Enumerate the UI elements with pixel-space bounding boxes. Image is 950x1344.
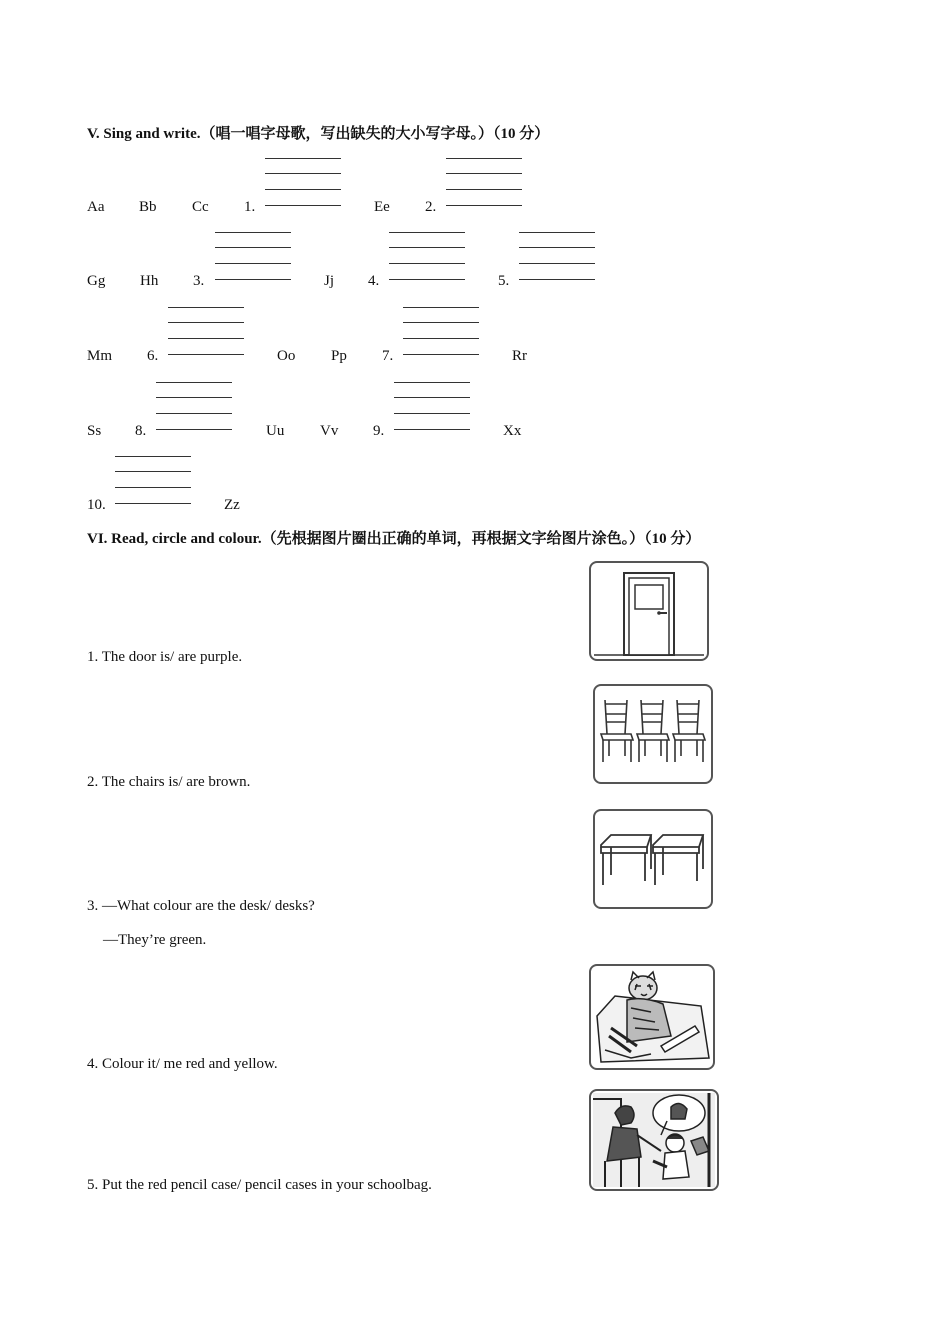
- door-picture: [589, 561, 709, 661]
- blank-number-6: 6.: [147, 348, 159, 364]
- question-3: 3. —What colour are the desk/ desks?: [87, 898, 315, 914]
- writing-lines-2[interactable]: [446, 158, 522, 205]
- question-2: 2. The chairs is/ are brown.: [87, 774, 251, 790]
- blank-number-10: 10.: [87, 497, 106, 513]
- letter-uu: Uu: [266, 423, 285, 439]
- writing-lines-8[interactable]: [156, 382, 232, 429]
- blank-number-7: 7.: [382, 348, 394, 364]
- question-4: 4. Colour it/ me red and yellow.: [87, 1056, 278, 1072]
- blank-number-3: 3.: [193, 273, 205, 289]
- writing-lines-6[interactable]: [168, 307, 244, 354]
- section-v-heading: V. Sing and write.（唱一唱字母歌，写出缺失的大小写字母。）（10 分）: [87, 126, 550, 142]
- writing-lines-4[interactable]: [389, 232, 465, 279]
- letter-rr: Rr: [512, 348, 527, 364]
- letter-pp: Pp: [331, 348, 347, 364]
- teacher-child-picture: [589, 1089, 719, 1191]
- letter-gg: Gg: [87, 273, 106, 289]
- letter-xx: Xx: [503, 423, 522, 439]
- blank-number-2: 2.: [425, 199, 437, 215]
- blank-number-9: 9.: [373, 423, 385, 439]
- writing-lines-3[interactable]: [215, 232, 291, 279]
- question-3-answer: —They’re green.: [103, 932, 207, 948]
- letter-jj: Jj: [324, 273, 335, 289]
- letter-ee: Ee: [374, 199, 390, 215]
- blank-number-5: 5.: [498, 273, 510, 289]
- letter-hh: Hh: [140, 273, 159, 289]
- blank-number-4: 4.: [368, 273, 380, 289]
- section-vi-heading: VI. Read, circle and colour.（先根据图片圈出正确的单词，再根据文字给图片涂色。）（10 分）: [87, 531, 701, 547]
- letter-oo: Oo: [277, 348, 296, 364]
- letter-mm: Mm: [87, 348, 113, 364]
- chairs-picture: [593, 684, 713, 784]
- blank-number-8: 8.: [135, 423, 147, 439]
- writing-lines-10[interactable]: [115, 456, 191, 503]
- letter-vv: Vv: [320, 423, 339, 439]
- letter-ss: Ss: [87, 423, 102, 439]
- question-5: 5. Put the red pencil case/ pencil cases in your schoolbag.: [87, 1177, 432, 1193]
- writing-lines-1[interactable]: [265, 158, 341, 205]
- desks-picture: [593, 809, 713, 909]
- writing-lines-7[interactable]: [403, 307, 479, 354]
- question-1: 1. The door is/ are purple.: [87, 649, 243, 665]
- letter-zz: Zz: [224, 497, 240, 513]
- writing-lines-5[interactable]: [519, 232, 595, 279]
- blank-number-1: 1.: [244, 199, 256, 215]
- tiger-colouring-picture: [589, 964, 715, 1070]
- letter-aa: Aa: [87, 199, 105, 215]
- letter-bb: Bb: [139, 199, 157, 215]
- letter-cc: Cc: [192, 199, 209, 215]
- writing-lines-9[interactable]: [394, 382, 470, 429]
